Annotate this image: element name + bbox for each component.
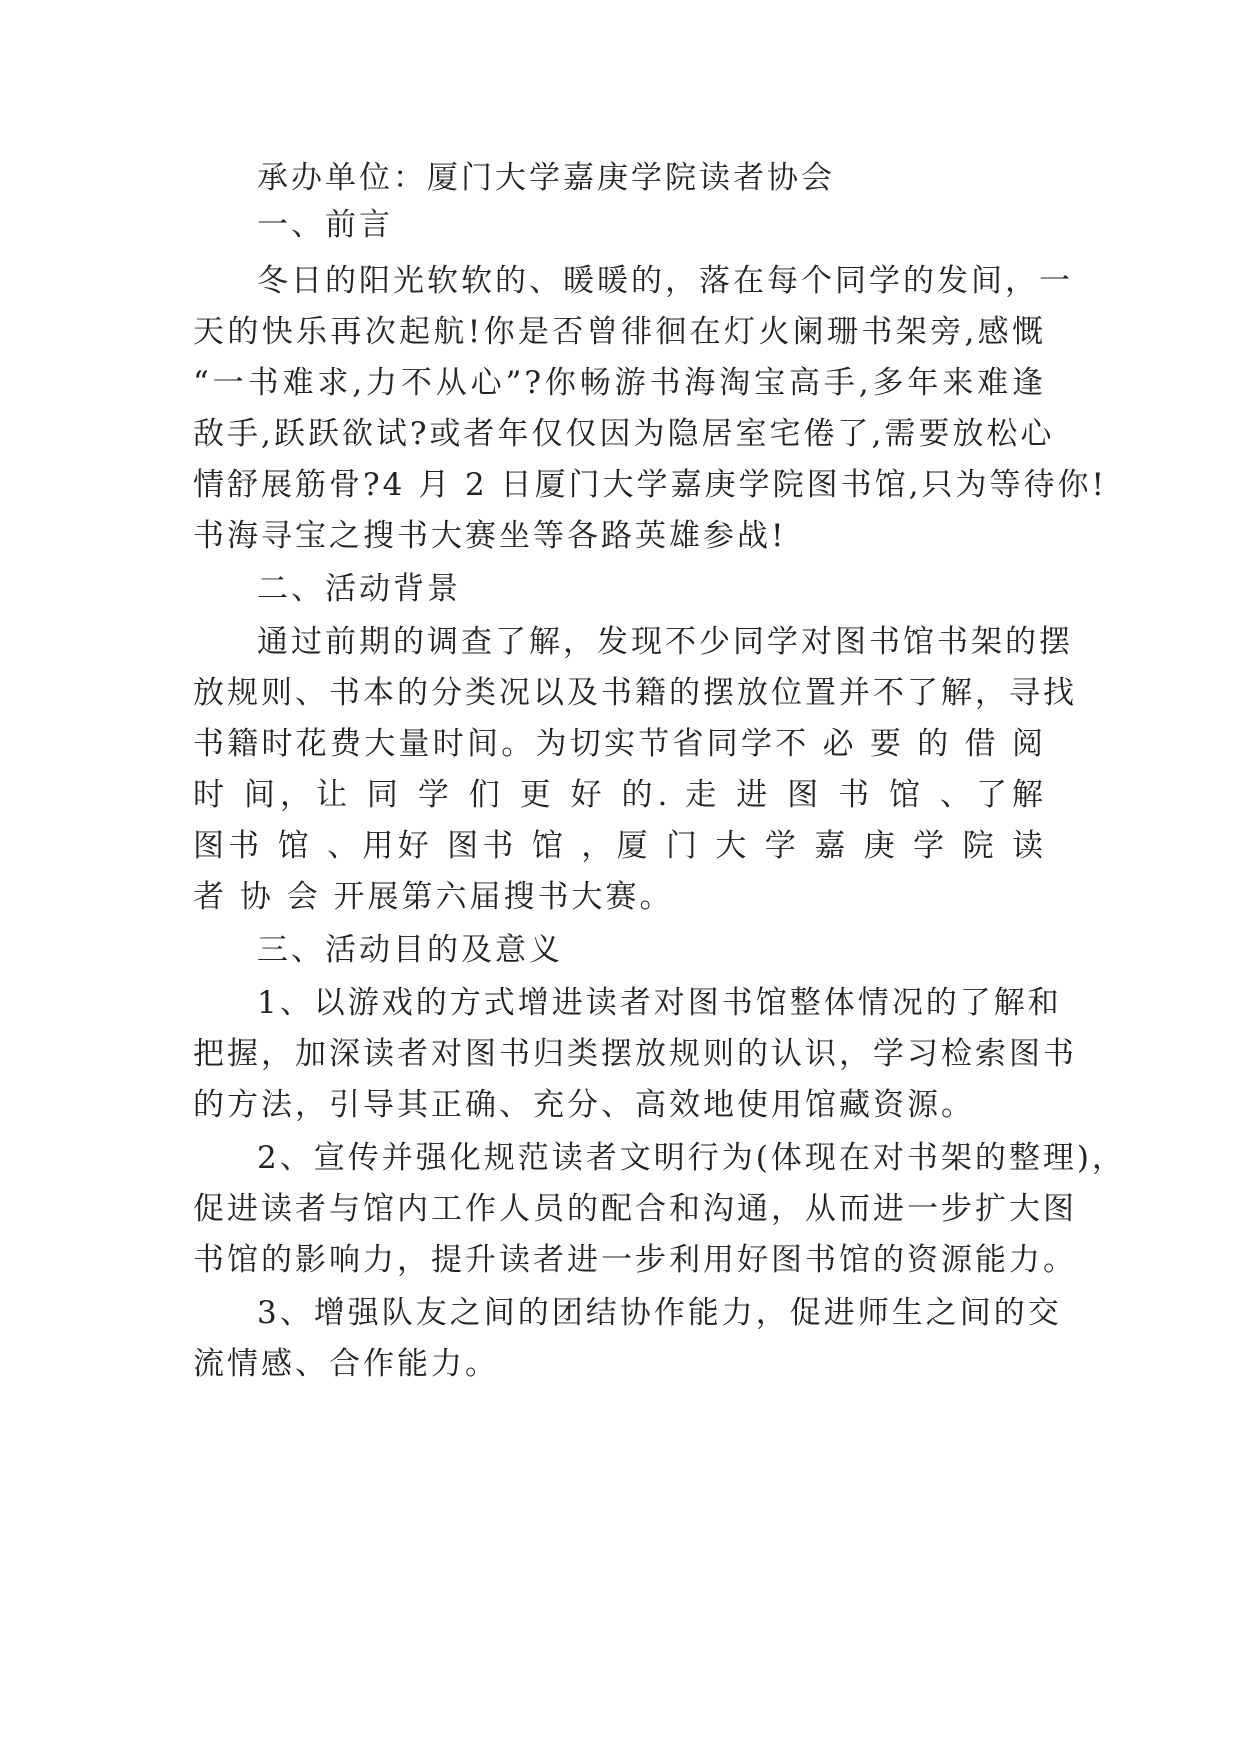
section-heading-preface: 一、前言 — [257, 207, 393, 243]
list-item-line: 把握，加深读者对图书归类摆放规则的认识，学习检索图书 — [193, 1036, 1077, 1072]
list-item-line: 流情感、合作能力。 — [193, 1346, 499, 1382]
paragraph-line: 书籍时花费大量时间。为切实节省同学不 必 要 的 借 阅 — [193, 726, 1046, 762]
list-item-line: 3、增强队友之间的团结协作能力，促进师生之间的交 — [257, 1295, 1062, 1331]
list-item-line: 2、宣传并强化规范读者文明行为(体现在对书架的整理)， — [257, 1140, 1126, 1176]
section-heading-purpose: 三、活动目的及意义 — [257, 932, 563, 968]
paragraph-line: 情舒展筋骨?4 月 2 日厦门大学嘉庚学院图书馆,只为等待你! — [193, 467, 1107, 503]
paragraph-line: 冬日的阳光软软的、暖暖的，落在每个同学的发间，一 — [257, 263, 1073, 299]
paragraph-line: 通过前期的调查了解，发现不少同学对图书馆书架的摆 — [257, 624, 1073, 660]
list-item-line: 促进读者与馆内工作人员的配合和沟通，从而进一步扩大图 — [193, 1191, 1077, 1227]
paragraph-line: “一书难求,力不从心”?你畅游书海淘宝高手,多年来难逢 — [193, 365, 1046, 401]
list-item-line: 的方法，引导其正确、充分、高效地使用馆藏资源。 — [193, 1087, 975, 1123]
paragraph-line: 图书 馆 、用好 图书 馆 ，厦 门 大 学 嘉 庚 学 院 读 — [193, 828, 1046, 864]
paragraph-line: 敌手,跃跃欲试?或者年仅仅因为隐居室宅倦了,需要放松心 — [193, 416, 1055, 452]
paragraph-line: 时 间，让 同 学 们 更 好 的. 走 进 图 书 馆 、了解 — [193, 777, 1046, 813]
organizer-line: 承办单位：厦门大学嘉庚学院读者协会 — [257, 160, 835, 196]
paragraph-line: 者 协 会 开展第六届搜书大赛。 — [193, 879, 674, 915]
paragraph-line: 天的快乐再次起航!你是否曾徘徊在灯火阑珊书架旁,感慨 — [193, 314, 1046, 350]
paragraph-line: 书海寻宝之搜书大赛坐等各路英雄参战! — [193, 518, 787, 554]
list-item-line: 1、以游戏的方式增进读者对图书馆整体情况的了解和 — [257, 985, 1062, 1021]
list-item-line: 书馆的影响力，提升读者进一步利用好图书馆的资源能力。 — [193, 1242, 1077, 1278]
paragraph-line: 放规则、书本的分类况以及书籍的摆放位置并不了解，寻找 — [193, 675, 1077, 711]
section-heading-background: 二、活动背景 — [257, 571, 461, 607]
